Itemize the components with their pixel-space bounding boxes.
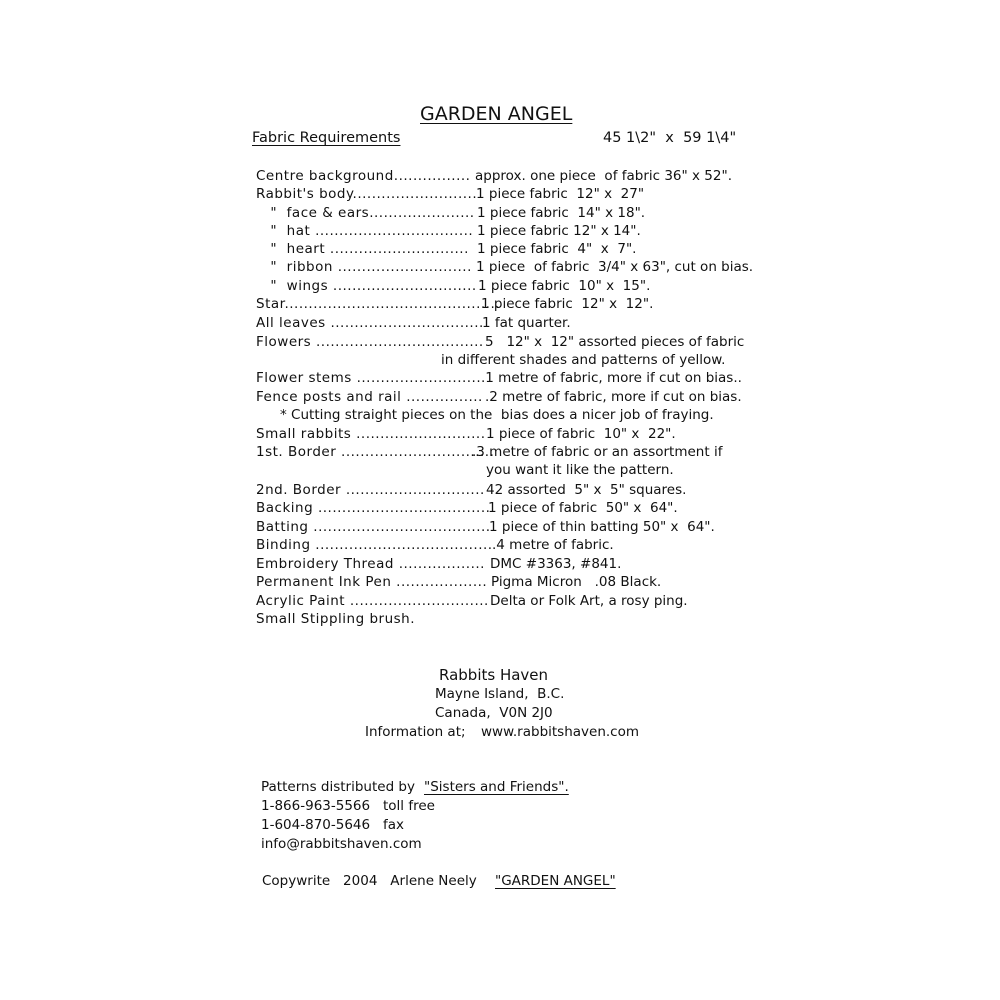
- requirement-label: " heart .............................: [256, 241, 469, 257]
- requirement-label: Batting .....................................: [256, 519, 491, 535]
- requirement-label: Acrylic Paint .............................: [256, 593, 489, 609]
- requirement-label: Backing ....................................: [256, 500, 491, 516]
- requirement-value: DMC #3363, #841.: [490, 556, 622, 572]
- requirement-label: Star.............................................: [256, 296, 501, 312]
- requirement-value: 1 piece fabric 10" x 15".: [478, 278, 651, 294]
- requirement-label: Rabbit's body..........................: [256, 186, 478, 202]
- requirement-label: 2nd. Border .............................: [256, 482, 485, 498]
- requirement-value: .2 metre of fabric, more if cut on bias.: [485, 389, 742, 405]
- requirement-label: Embroidery Thread ..................: [256, 556, 485, 572]
- requirement-label: Centre background................: [256, 168, 471, 184]
- requirement-value: 1 piece fabric 12" x 14".: [477, 223, 641, 239]
- distributor-name: "Sisters and Friends".: [424, 779, 569, 795]
- requirement-value: approx. one piece of fabric 36" x 52".: [475, 168, 732, 184]
- requirement-value: 42 assorted 5" x 5" squares.: [486, 482, 687, 498]
- info-label: Information at;: [365, 724, 466, 740]
- requirement-value: .3 metre of fabric or an assortment if: [472, 444, 723, 460]
- fax-number: 1-604-870-5646 fax: [261, 817, 404, 833]
- requirement-value: you want it like the pattern.: [486, 462, 674, 478]
- requirement-value: Delta or Folk Art, a rosy ping.: [490, 593, 688, 609]
- requirement-label: " ribbon ............................: [256, 259, 472, 275]
- requirement-value: 1 piece of thin batting 50" x 64".: [489, 519, 715, 535]
- website-link[interactable]: www.rabbitshaven.com: [481, 724, 640, 740]
- toll-free-phone: 1-866-963-5566 toll free: [261, 798, 435, 814]
- requirement-label: Flower stems ..........................: [256, 370, 482, 386]
- section-heading: Fabric Requirements: [252, 130, 401, 146]
- requirement-label: " hat .................................: [256, 223, 474, 239]
- requirement-value: in different shades and patterns of yellow.: [441, 352, 726, 368]
- requirement-value: * Cutting straight pieces on the bias does a nicer job of fraying.: [280, 407, 714, 423]
- quilt-size: 45 1\2" x 59 1\4": [603, 130, 737, 146]
- distribution-prefix: Patterns distributed by: [261, 779, 415, 795]
- requirement-label: Fence posts and rail ................: [256, 389, 483, 405]
- requirement-value: 1 fat quarter.: [482, 315, 571, 331]
- requirement-value: 1 piece of fabric 50" x 64".: [488, 500, 678, 516]
- requirement-label: " face & ears......................: [256, 205, 475, 221]
- requirement-label: Permanent Ink Pen ...................: [256, 574, 488, 590]
- contact-address-line2: Canada, V0N 2J0: [435, 705, 553, 721]
- requirement-value: 1 piece fabric 12" x 12".: [481, 296, 654, 312]
- page-title: GARDEN ANGEL: [420, 103, 573, 125]
- requirement-label: Small rabbits ...........................: [256, 426, 486, 442]
- requirement-label: " wings ..............................: [256, 278, 477, 294]
- requirement-label: Binding .....................................: [256, 537, 493, 553]
- copyright-title: "GARDEN ANGEL": [495, 873, 616, 889]
- email-address[interactable]: info@rabbitshaven.com: [261, 836, 422, 852]
- requirement-value: .1 metre of fabric, more if cut on bias..: [481, 370, 742, 386]
- copyright-text: Copywrite 2004 Arlene Neely: [262, 873, 477, 889]
- requirement-value: 1 piece of fabric 10" x 22".: [486, 426, 676, 442]
- requirement-value: 1 piece of fabric 3/4" x 63", cut on bias.: [476, 259, 754, 275]
- contact-address-line1: Mayne Island, B.C.: [435, 686, 565, 702]
- requirement-value: .4 metre of fabric.: [492, 537, 614, 553]
- requirement-value: 5 12" x 12" assorted pieces of fabric: [485, 334, 745, 350]
- requirement-label: 1st. Border ................................: [256, 444, 495, 460]
- requirement-value: 1 piece fabric 14" x 18".: [477, 205, 646, 221]
- requirement-value: 1 piece fabric 12" x 27": [476, 186, 645, 202]
- requirement-label: Flowers ...................................: [256, 334, 484, 350]
- requirement-value: 1 piece fabric 4" x 7".: [477, 241, 637, 257]
- contact-name: Rabbits Haven: [439, 666, 549, 684]
- requirement-value: Pigma Micron .08 Black.: [491, 574, 662, 590]
- requirement-label: All leaves ................................: [256, 315, 484, 331]
- requirement-label: Small Stippling brush.: [256, 611, 416, 627]
